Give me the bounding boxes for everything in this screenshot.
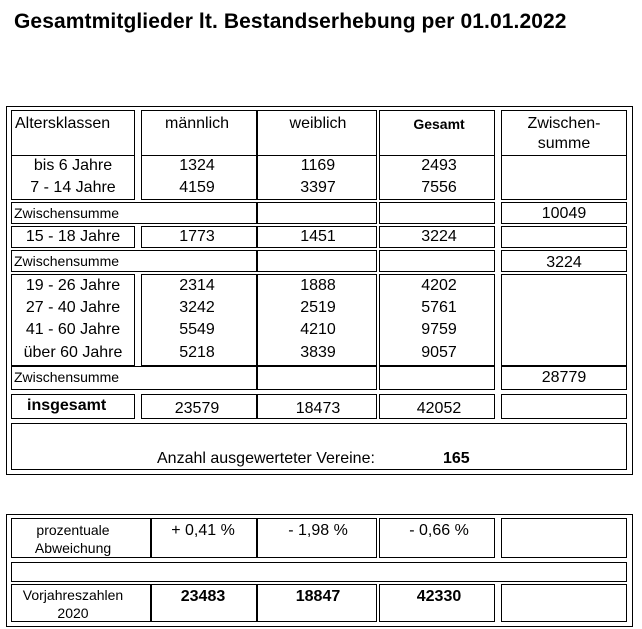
header-age: Altersklassen — [15, 115, 111, 132]
table-block — [501, 394, 627, 419]
header-total: Gesamt — [413, 116, 465, 132]
comparison-table — [6, 514, 633, 627]
table-block — [501, 584, 627, 622]
age-class: 41 - 60 Jahre — [25, 321, 121, 338]
female-value: 1888 — [300, 277, 336, 294]
deviation-total: - 0,66 % — [409, 522, 469, 539]
page-title: Gesamtmitglieder lt. Bestandserhebung per 01.01.2022 — [14, 10, 567, 33]
previous-year-label-line2: 2020 — [57, 605, 89, 621]
header-subtotal-line1: Zwischen- — [527, 115, 601, 132]
male-value: 1324 — [179, 157, 215, 174]
deviation-male: + 0,41 % — [171, 522, 235, 539]
male-value: 1773 — [179, 228, 215, 245]
totals-total: 42052 — [416, 400, 462, 417]
subtotal-value: 3224 — [546, 254, 582, 271]
totals-female: 18473 — [295, 400, 341, 417]
table-block — [257, 250, 377, 272]
clubs-count: 165 — [443, 450, 470, 467]
table-block — [257, 202, 377, 224]
previous-year-total: 42330 — [416, 588, 462, 605]
female-value: 3397 — [300, 179, 336, 196]
table-block — [501, 226, 627, 248]
female-value: 1451 — [300, 228, 336, 245]
age-class: bis 6 Jahre — [33, 157, 113, 174]
totals-male: 23579 — [174, 400, 220, 417]
table-block — [501, 518, 627, 558]
table-block — [257, 366, 377, 390]
header-female: weiblich — [289, 115, 347, 132]
total-value: 9759 — [421, 321, 457, 338]
subtotal-label: Zwischensumme — [14, 253, 120, 269]
age-class: 19 - 26 Jahre — [25, 277, 121, 294]
age-class: 7 - 14 Jahre — [30, 179, 116, 196]
table-block — [501, 274, 627, 366]
male-value: 4159 — [179, 179, 215, 196]
table-block — [379, 202, 495, 224]
subtotal-value: 10049 — [541, 205, 587, 222]
female-value: 4210 — [300, 321, 336, 338]
total-value: 9057 — [421, 344, 457, 361]
female-value: 1169 — [300, 157, 336, 174]
table-block — [379, 250, 495, 272]
table-block — [379, 366, 495, 390]
age-class: 15 - 18 Jahre — [25, 228, 121, 245]
totals-label: insgesamt — [27, 397, 107, 414]
deviation-label-line1: prozentuale — [36, 522, 110, 538]
previous-year-female: 18847 — [295, 588, 341, 605]
table-block — [501, 155, 627, 200]
age-class: über 60 Jahre — [23, 344, 123, 361]
male-value: 3242 — [179, 299, 215, 316]
total-value: 3224 — [421, 228, 457, 245]
clubs-label: Anzahl ausgewerteter Vereine: — [157, 450, 375, 467]
age-class: 27 - 40 Jahre — [25, 299, 121, 316]
deviation-female: - 1,98 % — [288, 522, 348, 539]
header-male: männlich — [164, 115, 230, 132]
male-value: 5218 — [179, 344, 215, 361]
total-value: 2493 — [421, 157, 457, 174]
subtotal-label: Zwischensumme — [14, 205, 120, 221]
deviation-label-line2: Abweichung — [34, 540, 112, 556]
total-value: 5761 — [421, 299, 457, 316]
table-block — [11, 562, 627, 582]
previous-year-label-line1: Vorjahreszahlen — [22, 587, 124, 603]
subtotal-value: 28779 — [541, 369, 587, 386]
total-value: 7556 — [421, 179, 457, 196]
members-table — [6, 106, 633, 475]
male-value: 5549 — [179, 321, 215, 338]
female-value: 3839 — [300, 344, 336, 361]
subtotal-label: Zwischensumme — [14, 369, 120, 385]
total-value: 4202 — [421, 277, 457, 294]
previous-year-male: 23483 — [180, 588, 226, 605]
male-value: 2314 — [179, 277, 215, 294]
header-subtotal-line2: summe — [537, 135, 591, 152]
female-value: 2519 — [300, 299, 336, 316]
